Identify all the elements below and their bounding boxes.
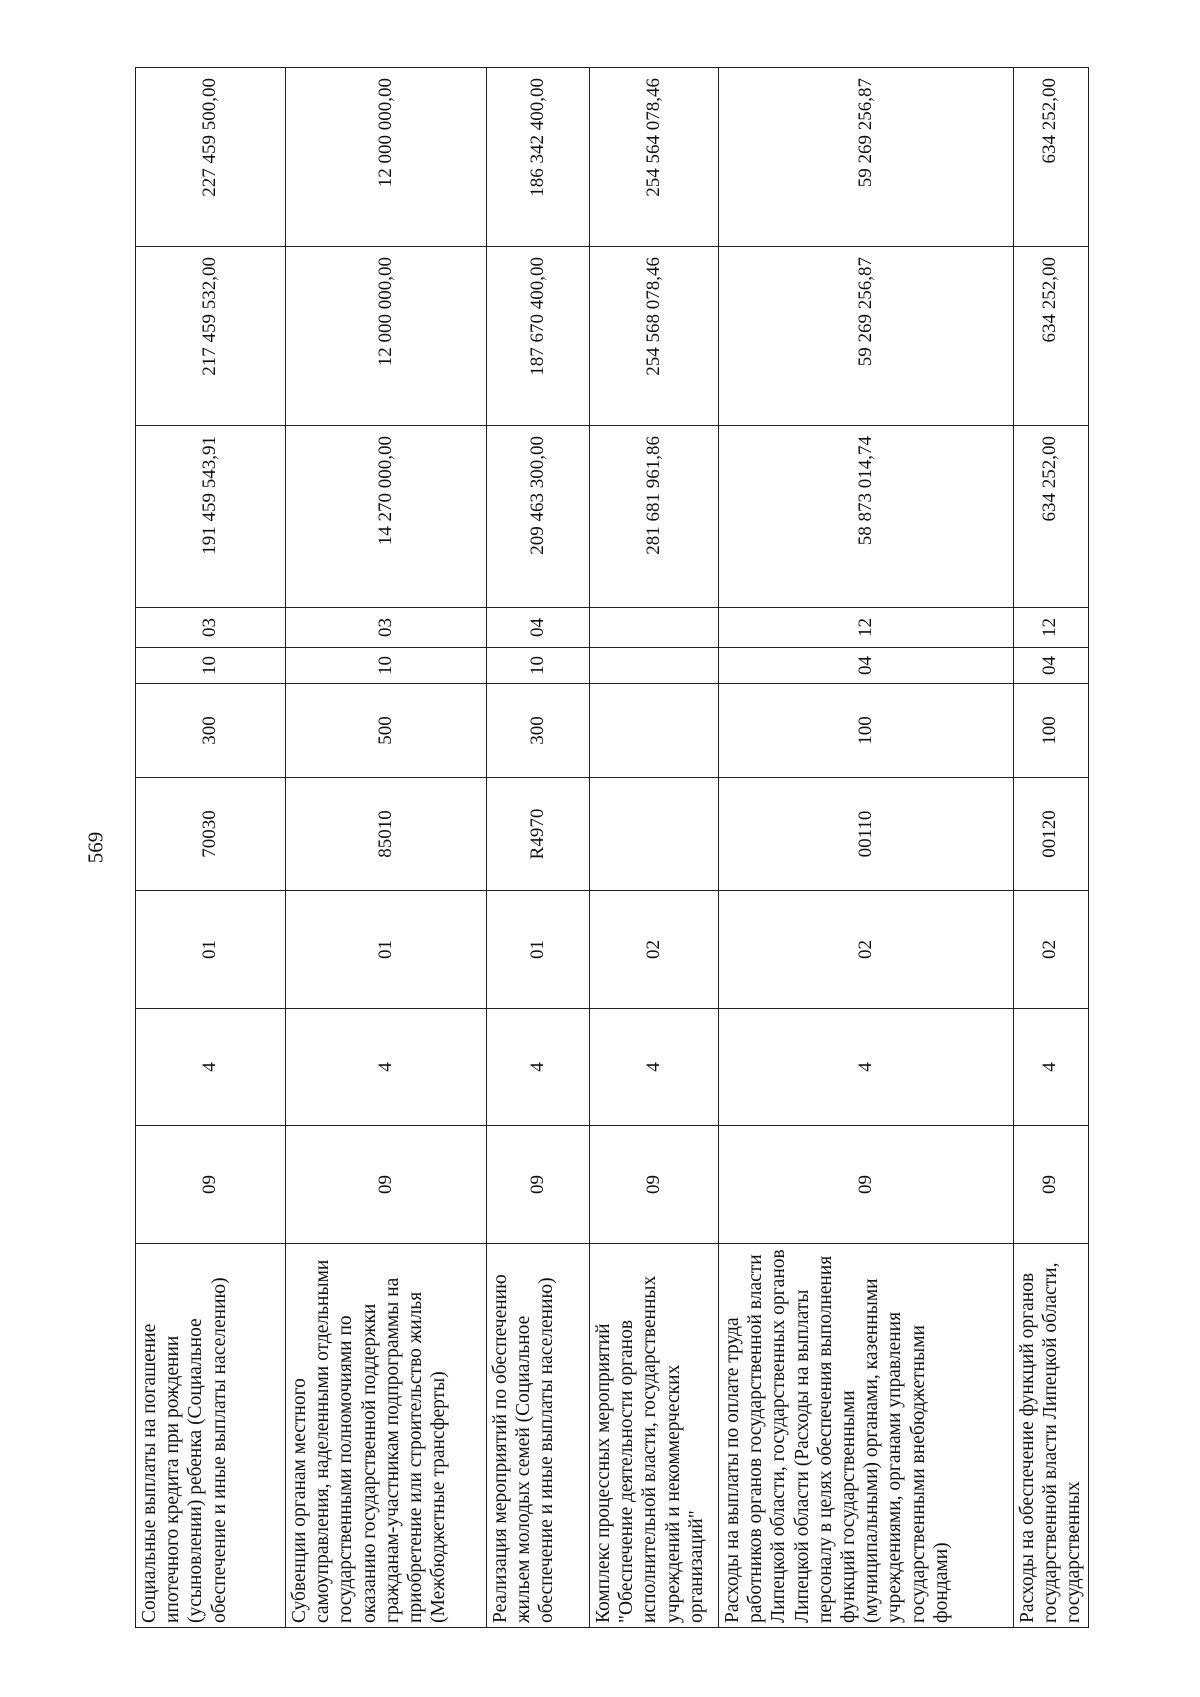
code-d: 00110 bbox=[719, 778, 1014, 891]
value-3: 254 564 078,46 bbox=[590, 68, 719, 247]
table-row bbox=[1014, 68, 1089, 1628]
code-b: 4 bbox=[590, 1009, 719, 1126]
table-row bbox=[286, 68, 487, 1628]
value-3: 634 252,00 bbox=[1014, 68, 1089, 247]
code-c: 02 bbox=[1014, 891, 1089, 1009]
code-d: R4970 bbox=[487, 778, 590, 891]
code-b: 4 bbox=[1014, 1009, 1089, 1126]
value-1: 191 459 543,91 bbox=[136, 426, 286, 608]
value-2: 187 670 400,00 bbox=[487, 247, 590, 426]
code-b: 4 bbox=[719, 1009, 1014, 1126]
code-b: 4 bbox=[487, 1009, 590, 1126]
code-a: 09 bbox=[1014, 1126, 1089, 1244]
code-d: 85010 bbox=[286, 778, 487, 891]
code-d: 70030 bbox=[136, 778, 286, 891]
value-2: 217 459 532,00 bbox=[136, 247, 286, 426]
code-g: 12 bbox=[719, 608, 1014, 648]
budget-table bbox=[135, 67, 1089, 1628]
value-1: 634 252,00 bbox=[1014, 426, 1089, 608]
code-e: 100 bbox=[719, 684, 1014, 778]
code-a: 09 bbox=[136, 1126, 286, 1244]
row-description: Реализация мероприятий по обеспечению жильем молодых семей (Социальное обеспечение и иные выплаты населению) bbox=[487, 1244, 590, 1628]
code-f bbox=[590, 648, 719, 684]
value-1: 14 270 000,00 bbox=[286, 426, 487, 608]
value-1: 281 681 961,86 bbox=[590, 426, 719, 608]
row-description: Комплекс процессных мероприятий "Обеспечение деятельности органов исполнительной власти, государственных учреждений и некоммерческих организаций" bbox=[590, 1244, 719, 1628]
budget-table-rotated bbox=[135, 68, 1085, 1628]
value-3: 186 342 400,00 bbox=[487, 68, 590, 247]
value-2: 254 568 078,46 bbox=[590, 247, 719, 426]
code-f: 04 bbox=[1014, 648, 1089, 684]
row-description: Социальные выплаты на погашение ипотечного кредита при рождении (усыновлении) ребенка (Социальное обеспечение и иные выплаты населению) bbox=[136, 1244, 286, 1628]
code-c: 02 bbox=[590, 891, 719, 1009]
code-a: 09 bbox=[487, 1126, 590, 1244]
row-description: Расходы на обеспечение функций органов государственной власти Липецкой области, государственных bbox=[1014, 1244, 1089, 1628]
code-f: 10 bbox=[286, 648, 487, 684]
value-3: 227 459 500,00 bbox=[136, 68, 286, 247]
code-e: 300 bbox=[487, 684, 590, 778]
row-description: Субвенции органам местного самоуправления, наделенными отдельными государственными полномочиями по оказанию государственной поддержки гражданам-участникам подпрограммы на приобретение или строительство жилья (Межбюджетные трансферты) bbox=[286, 1244, 487, 1628]
page-number: 569 bbox=[83, 831, 108, 864]
code-c: 01 bbox=[286, 891, 487, 1009]
code-a: 09 bbox=[286, 1126, 487, 1244]
value-1: 58 873 014,74 bbox=[719, 426, 1014, 608]
code-c: 02 bbox=[719, 891, 1014, 1009]
code-c: 01 bbox=[487, 891, 590, 1009]
code-g: 04 bbox=[487, 608, 590, 648]
row-description: Расходы на выплаты по оплате труда работников органов государственной власти Липецкой области, государственных органов Липецкой области (Расходы на выплаты персоналу в целях обеспечения выполнения функций государственными (муниципальными) органами, казенными учреждениями, органами управления государственными внебюджетными фондами) bbox=[719, 1244, 1014, 1628]
table-row bbox=[590, 68, 719, 1628]
code-e bbox=[590, 684, 719, 778]
code-c: 01 bbox=[136, 891, 286, 1009]
value-3: 59 269 256,87 bbox=[719, 68, 1014, 247]
value-2: 634 252,00 bbox=[1014, 247, 1089, 426]
value-2: 59 269 256,87 bbox=[719, 247, 1014, 426]
code-e: 100 bbox=[1014, 684, 1089, 778]
code-f: 04 bbox=[719, 648, 1014, 684]
code-e: 500 bbox=[286, 684, 487, 778]
code-d bbox=[590, 778, 719, 891]
code-a: 09 bbox=[590, 1126, 719, 1244]
code-g bbox=[590, 608, 719, 648]
table-row bbox=[719, 68, 1014, 1628]
table-row bbox=[136, 68, 286, 1628]
code-d: 00120 bbox=[1014, 778, 1089, 891]
code-b: 4 bbox=[136, 1009, 286, 1126]
code-f: 10 bbox=[487, 648, 590, 684]
value-3: 12 000 000,00 bbox=[286, 68, 487, 247]
value-1: 209 463 300,00 bbox=[487, 426, 590, 608]
code-a: 09 bbox=[719, 1126, 1014, 1244]
code-g: 03 bbox=[286, 608, 487, 648]
code-b: 4 bbox=[286, 1009, 487, 1126]
code-e: 300 bbox=[136, 684, 286, 778]
code-f: 10 bbox=[136, 648, 286, 684]
table-row bbox=[487, 68, 590, 1628]
value-2: 12 000 000,00 bbox=[286, 247, 487, 426]
code-g: 12 bbox=[1014, 608, 1089, 648]
code-g: 03 bbox=[136, 608, 286, 648]
